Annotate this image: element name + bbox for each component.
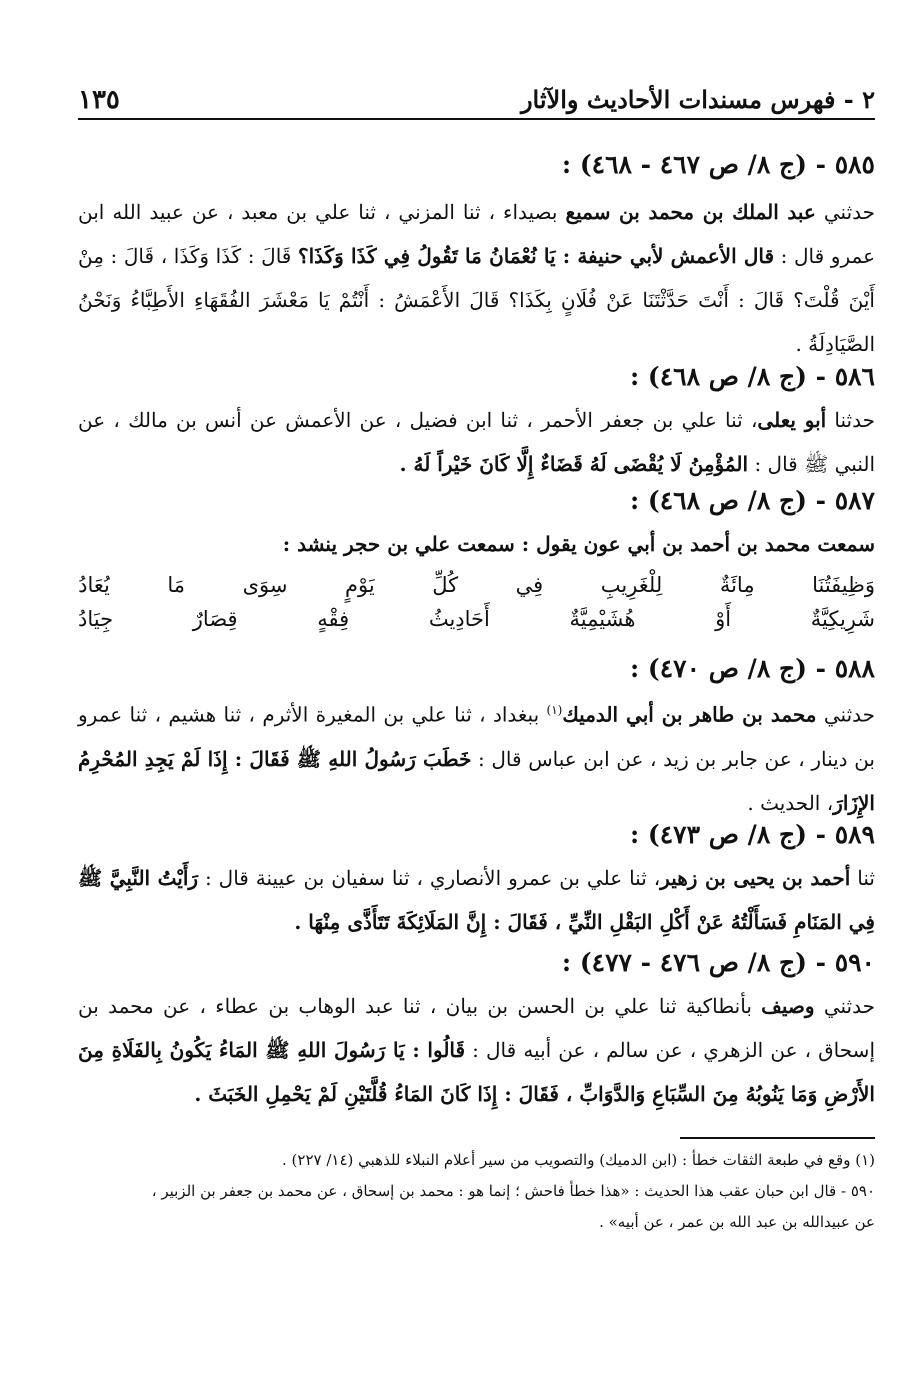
entry-text: حدثني وصيف بأنطاكية ثنا علي بن الحسن بن بيان ، ثنا عبد الوهاب بن عطاء ، عن محمد بن إسحاق ، عن الزهري ، عن سالم ، عن أبيه قال : قَالُوا : يَا رَسُولَ اللهِ ﷺ المَاءُ يَكُونُ بِالفَلَاةِ مِنَ الأَرْضِ وَمَا يَنُوبُهُ مِنَ السِّبَاعِ وَالدَّوَابِّ ، فَقَالَ : إِذَا كَانَ المَاءُ قُلَّتَيْنِ لَمْ يَحْمِلِ الخَبَثَ . xyxy=(78,994,875,1106)
entry-heading: ٥٨٨ - (ج ٨/ ص ٤٧٠) : xyxy=(629,654,875,683)
footnote: (١) وقع في طبعة الثقات خطأ : (ابن الدميك) والتصويب من سير أعلام النبلاء للذهبي (١٤/ ٢٢٧) . xyxy=(282,1151,875,1169)
poem-line: وَظِيفَتُنَا مِائَةٌ لِلْغَرِيبِ فِي كُلِّ يَوْمٍ سِوَى مَا يُعَادُ xyxy=(78,573,875,597)
page-number: ١٣٥ xyxy=(78,85,120,115)
entry-heading: ٥٨٧ - (ج ٨/ ص ٤٦٨) : xyxy=(629,486,875,515)
narrator-name: أبو يعلى xyxy=(757,408,827,432)
entry-text: حدثني عبد الملك بن محمد بن سميع بصيداء ، ثنا المزني ، ثنا علي بن معبد ، عن عبيد الله ابن عمرو قال : قال الأعمش لأبي حنيفة : يَا نُعْمَانُ مَا تَقُولُ فِي كَذَا وَكَذَا؟ قَالَ : كَذَا وَكَذَا ، قَالَ : مِنْ أَيْنَ قُلْتَ؟ قَالَ : أَنْتَ حَدَّثْتَنَا عَنْ فُلَانٍ بِكَذَا؟ قَالَ الأَعْمَشُ : أَنْتُمْ يَا مَعْشَرَ الفُقَهَاءِ الأَطِبَّاءُ وَنَحْنُ الصَّيَادِلَةُ . xyxy=(78,200,875,356)
entry-text: حدثني محمد بن طاهر بن أبي الدميك$^{(١)}$ ببغداد ، ثنا علي بن المغيرة الأثرم ، ثنا هشيم ، ثنا عمرو بن دينار ، عن جابر بن زيد ، عن ابن عباس قال : خَطَبَ رَسُولُ اللهِ ﷺ فَقَالَ : إِذَا لَمْ يَجِدِ المُحْرِمُ الإِزَارَ، الحديث . xyxy=(78,702,875,815)
narrator-name: عبد الملك بن محمد بن سميع xyxy=(565,200,816,224)
entry-heading: ٥٨٦ - (ج ٨/ ص ٤٦٨) : xyxy=(629,362,875,391)
entry-heading: ٥٨٥ - (ج ٨/ ص ٤٦٧ - ٤٦٨) : xyxy=(561,150,875,179)
narrator-name: محمد بن طاهر بن أبي الدميك xyxy=(562,702,817,727)
hadith-text: رَأَيْتُ النَّبِيَّ ﷺ فِي المَنَامِ فَسَأَلْتُهُ عَنْ أَكْلِ البَقْلِ النِّيِّ ، فَقَالَ : إِنَّ المَلَائِكَةَ تَتَأَذَّى مِنْهَا . xyxy=(78,866,875,934)
hadith-text: قَالُوا : يَا رَسُولَ اللهِ ﷺ المَاءُ يَكُونُ بِالفَلَاةِ مِنَ الأَرْضِ وَمَا يَنُوبُهُ مِنَ السِّبَاعِ وَالدَّوَابِّ ، فَقَالَ : إِذَا كَانَ المَاءُ قُلَّتَيْنِ لَمْ يَحْمِلِ الخَبَثَ . xyxy=(78,1038,875,1106)
entry-text: سمعت محمد بن أحمد بن أبي عون يقول : سمعت علي بن حجر ينشد : xyxy=(282,532,875,556)
hadith-text: خَطَبَ رَسُولُ اللهِ ﷺ فَقَالَ : إِذَا لَمْ يَجِدِ المُحْرِمُ الإِزَارَ xyxy=(78,746,875,815)
running-title: ٢ - فهرس مسندات الأحاديث والآثار xyxy=(520,85,875,114)
hadith-text: المُؤْمِنُ لَا يُقْضَى لَهُ قَضَاءٌ إِلَّا كَانَ خَيْراً لَهُ . xyxy=(399,452,749,476)
entry-text: ثنا أحمد بن يحيى بن زهير، ثنا علي بن عمرو الأنصاري ، ثنا سفيان بن عيينة قال : رَأَيْتُ النَّبِيَّ ﷺ فِي المَنَامِ فَسَأَلْتُهُ عَنْ أَكْلِ البَقْلِ النِّيِّ ، فَقَالَ : إِنَّ المَلَائِكَةَ تَتَأَذَّى مِنْهَا . xyxy=(78,866,875,934)
entry-heading: ٥٨٩ - (ج ٨/ ص ٤٧٣) : xyxy=(629,820,875,849)
narrator-name: أحمد بن يحيى بن زهير xyxy=(660,866,851,890)
page-header xyxy=(78,82,875,120)
poem xyxy=(78,568,875,636)
entry-heading: ٥٩٠ - (ج ٨/ ص ٤٧٦ - ٤٧٧) : xyxy=(561,948,875,977)
entry-text: حدثنا أبو يعلى، ثنا علي بن جعفر الأحمر ، ثنا ابن فضيل ، عن الأعمش عن أنس بن مالك ، عن النبي ﷺ قال : المُؤْمِنُ لَا يُقْضَى لَهُ قَضَاءٌ إِلَّا كَانَ خَيْراً لَهُ . xyxy=(78,408,875,476)
poem-line: شَرِيكِيَّةٌ أَوْ هُشَيْمِيَّةٌ أَحَادِيثُ فِقْهٍ قِصَارٌ جِيَادُ xyxy=(78,607,875,631)
narrator-name: وصيف xyxy=(761,994,815,1018)
footnote-divider xyxy=(680,1137,875,1139)
footnote: عن عبيدالله بن عبد الله بن عمر ، عن أبيه» . xyxy=(599,1213,875,1231)
hadith-text: قال الأعمش لأبي حنيفة : يَا نُعْمَانُ مَا تَقُولُ فِي كَذَا وَكَذَا؟ xyxy=(297,244,775,268)
footnote: ٥٩٠ - قال ابن حبان عقب هذا الحديث : «هذا خطأ فاحش ؛ إنما هو : محمد بن إسحاق ، عن محمد بن جعفر بن الزبير ، xyxy=(151,1182,875,1200)
footnote-marker: (١) xyxy=(546,703,563,717)
